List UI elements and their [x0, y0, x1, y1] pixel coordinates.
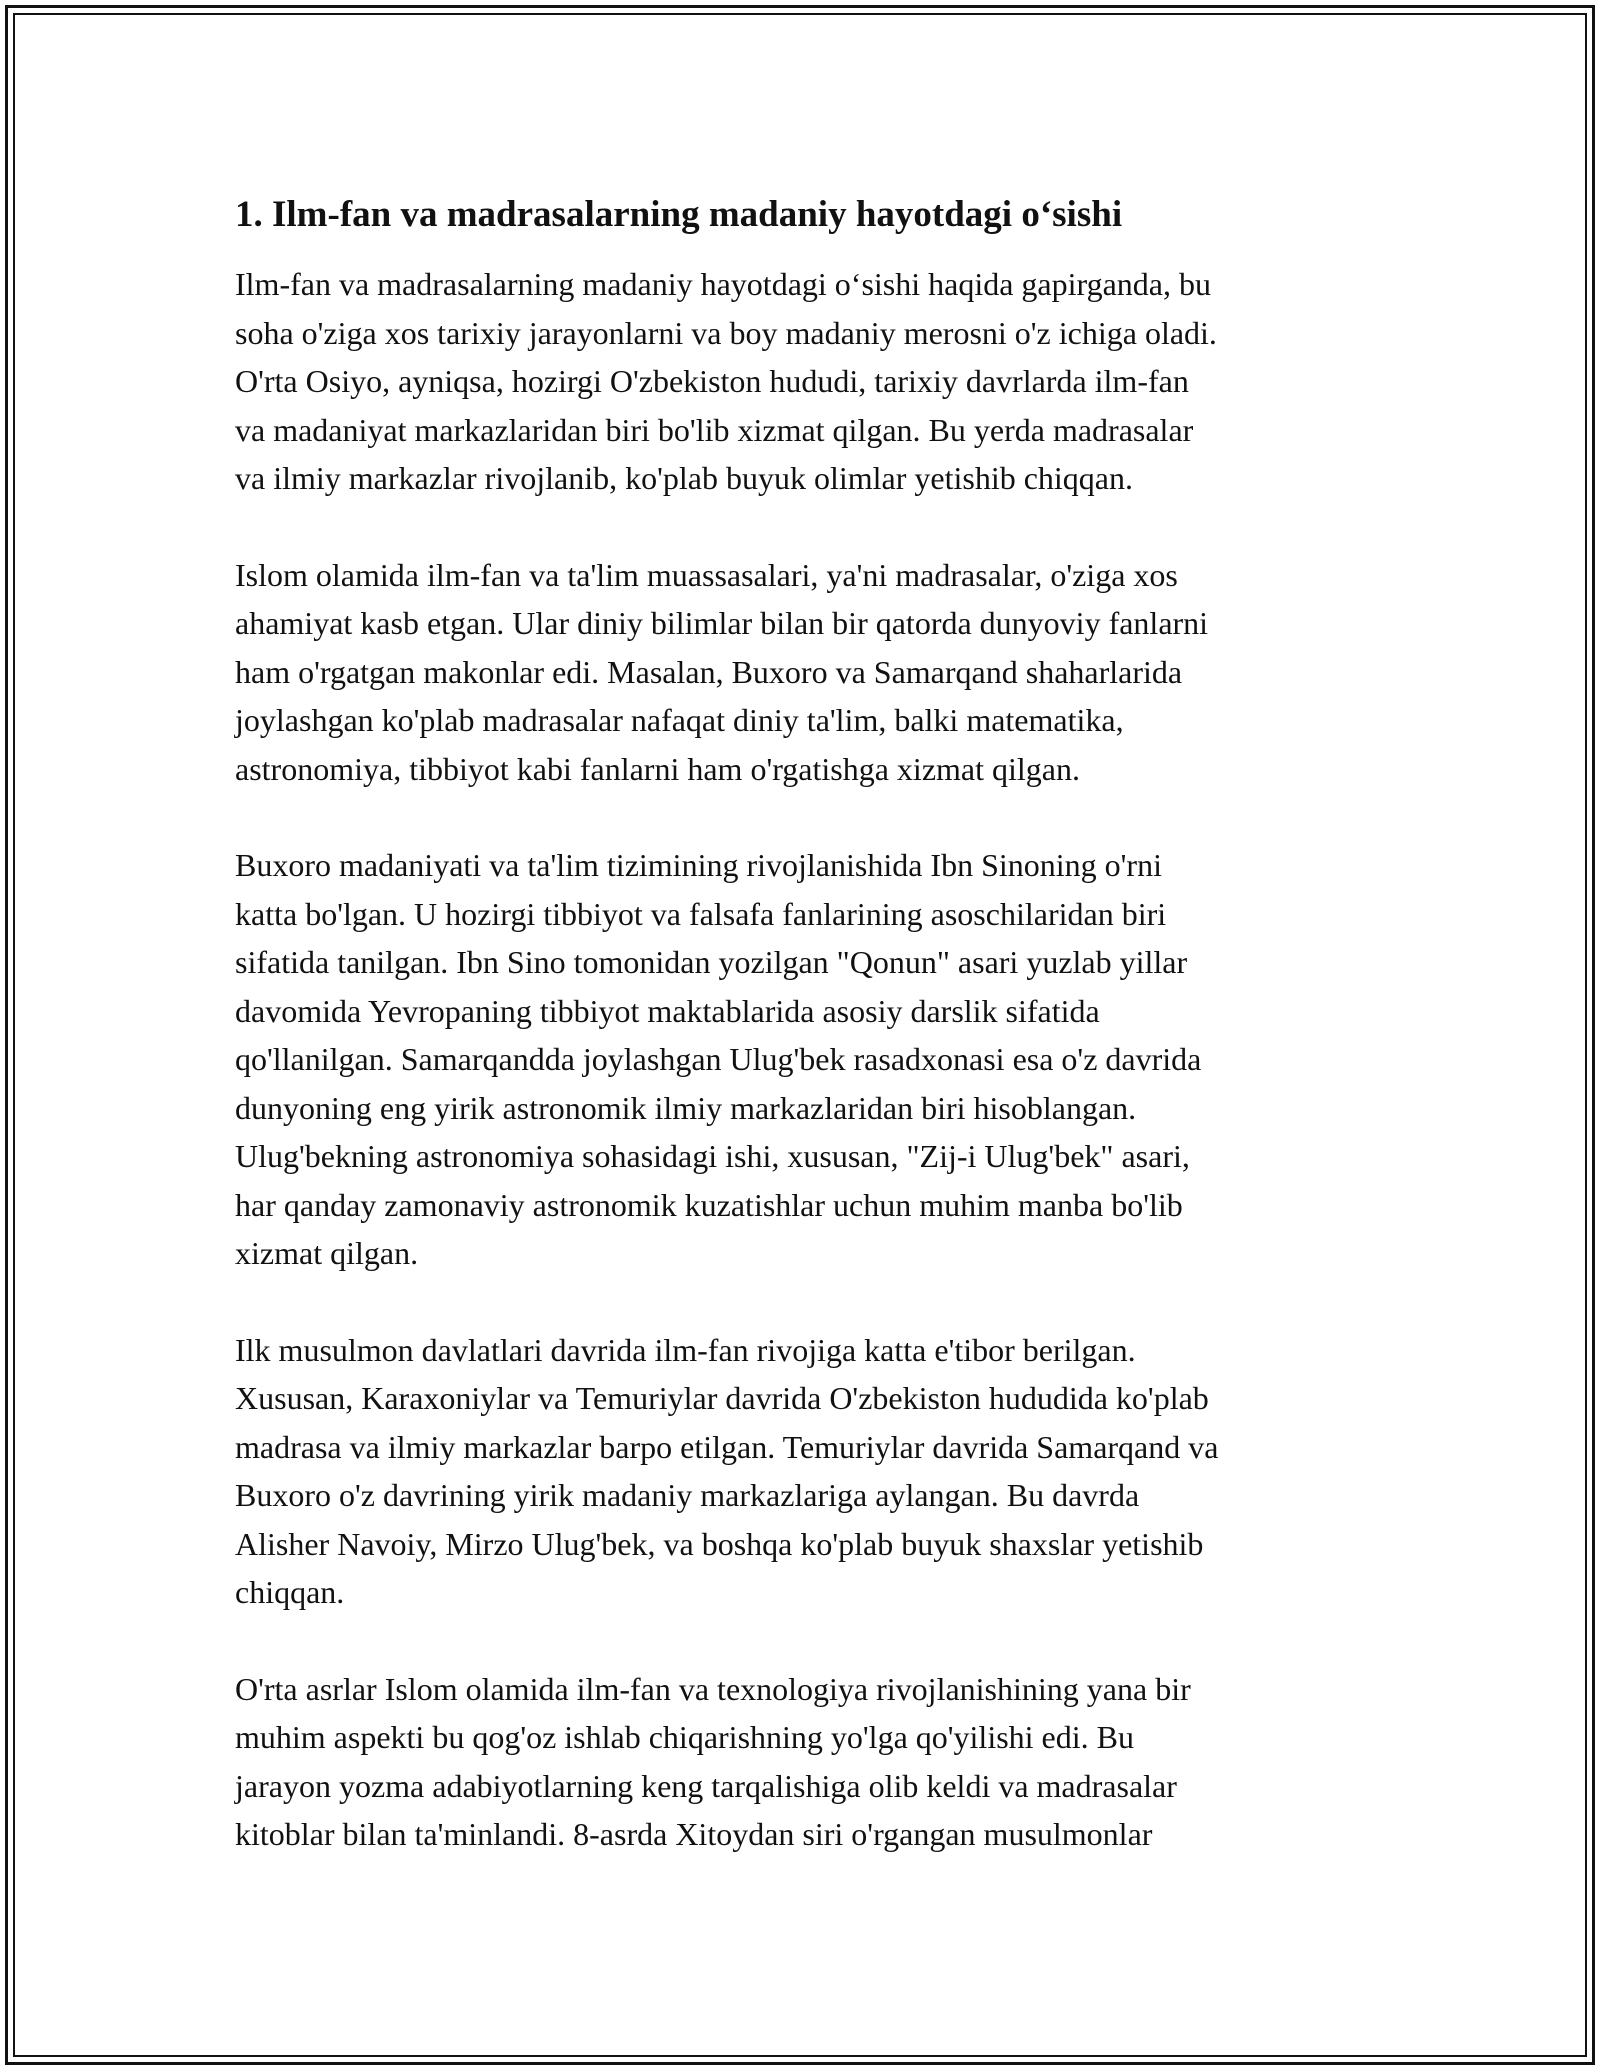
section-heading: 1. Ilm-fan va madrasalarning madaniy hayotdagi o‘sishi	[235, 194, 1123, 235]
document-body	[235, 190, 1375, 1907]
paragraph-madrasas: Islom olamida ilm-fan va ta'lim muassasalari, ya'ni madrasalar, o'ziga xos ahamiyat kasb etgan. Ular diniy bilimlar bilan bir qatorda dunyoviy fanlarni ham o'rgatgan makonlar edi. Masalan, Buxoro va Samarqand shaharlarida joylashgan ko'plab madrasalar nafaqat diniy ta'lim, balki matematika, astronomiya, tibbiyot kabi fanlarni ham o'rgatishga xizmat qilgan.	[235, 556, 1209, 787]
paragraph-early-states: Ilk musulmon davlatlari davrida ilm-fan rivojiga katta e'tibor berilgan. Xususan, Karaxoniylar va Temuriylar davrida O'zbekiston hududida ko'plab madrasa va ilmiy markazlar barpo etilgan. Temuriylar davrida Samarqand va Buxoro o'z davrining yirik madaniy markazlariga aylangan. Bu davrda Alisher Navoiy, Mirzo Ulug'bek, va boshqa ko'plab buyuk shaxslar yetishib chiqqan.	[235, 1331, 1219, 1610]
paragraph-ibn-sino: Buxoro madaniyati va ta'lim tizimining rivojlanishida Ibn Sinoning o'rni katta bo'lgan. U hozirgi tibbiyot va falsafa fanlarining asoschilaridan biri sifatida tanilgan. Ibn Sino tomonidan yozilgan "Qonun" asari yuzlab yillar davomida Yevropaning tibbiyot maktablarida asosiy darslik sifatida qo'llanilgan. Samarqandda joylashgan Ulug'bek rasadxonasi esa o'z davrida dunyoning eng yirik astronomik ilmiy markazlaridan biri hisoblangan. Ulug'bekning astronomiya sohasidagi ishi, xususan, "Zij-i Ulug'bek" asari, har qanday zamonaviy astronomik kuzatishlar uchun muhim manba bo'lib xizmat qilgan.	[235, 847, 1202, 1271]
paragraph-intro: Ilm-fan va madrasalarning madaniy hayotdagi o‘sishi haqida gapirganda, bu soha o'ziga xos tarixiy jarayonlarni va boy madaniy merosni o'z ichiga oladi. O'rta Osiyo, ayniqsa, hozirgi O'zbekiston hududi, tarixiy davrlarda ilm-fan va madaniyat markazlaridan biri bo'lib xizmat qilgan. Bu yerda madrasalar va ilmiy markazlar rivojlanib, ko'plab buyuk olimlar yetishib chiqqan.	[235, 266, 1217, 496]
paragraph-paper-making: O'rta asrlar Islom olamida ilm-fan va texnologiya rivojlanishining yana bir muhim aspekti bu qog'oz ishlab chiqarishning yo'lga qo'yilishi edi. Bu jarayon yozma adabiyotlarning keng tarqalishiga olib keldi va madrasalar kitoblar bilan ta'minlandi. 8-asrda Xitoydan siri o'rgangan musulmonlar	[235, 1670, 1191, 1852]
